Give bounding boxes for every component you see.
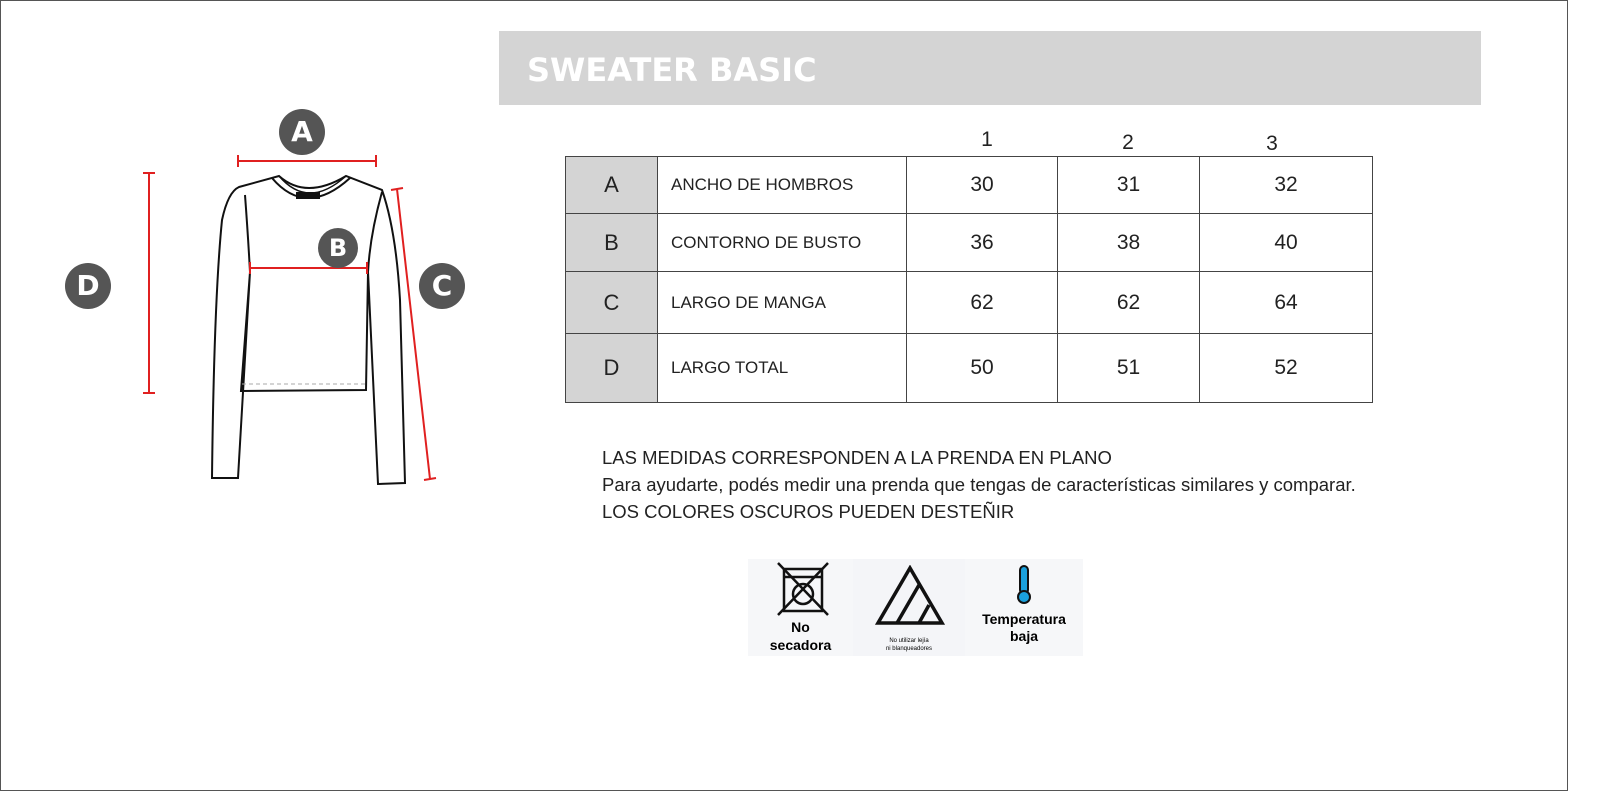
cell: 52 xyxy=(1200,334,1373,403)
badge-d: D xyxy=(65,263,111,309)
cell: 51 xyxy=(1058,334,1200,403)
cell: 32 xyxy=(1200,157,1373,214)
row-label: CONTORNO DE BUSTO xyxy=(658,214,907,272)
no-bleach-icon xyxy=(875,565,945,627)
note-line: LOS COLORES OSCUROS PUEDEN DESTEÑIR xyxy=(602,501,1015,522)
table-row xyxy=(566,157,1373,214)
row-key: D xyxy=(566,334,658,403)
care-label: No utilizar lejía xyxy=(889,638,929,644)
thermometer-icon xyxy=(1015,565,1033,605)
badge-c: C xyxy=(419,263,465,309)
cell: 62 xyxy=(1058,272,1200,334)
row-key: A xyxy=(566,157,658,214)
cell: 38 xyxy=(1058,214,1200,272)
cell: 36 xyxy=(907,214,1058,272)
care-label: secadora xyxy=(769,637,832,653)
care-label: Temperatura xyxy=(982,611,1066,627)
care-label: ni blanqueadores xyxy=(885,646,933,652)
cell: 31 xyxy=(1058,157,1200,214)
cell: 64 xyxy=(1200,272,1373,334)
size-header: 2 xyxy=(1122,131,1134,154)
size-header: 1 xyxy=(981,128,993,151)
no-tumble-dry-icon xyxy=(776,561,830,617)
care-label: baja xyxy=(1009,628,1038,644)
row-key: C xyxy=(566,272,658,334)
cell: 62 xyxy=(907,272,1058,334)
cell: 30 xyxy=(907,157,1058,214)
note-line: LAS MEDIDAS CORRESPONDEN A LA PRENDA EN PLANO xyxy=(602,447,1112,468)
size-table xyxy=(565,156,1373,403)
page-title: SWEATER BASIC xyxy=(527,51,817,89)
size-header: 3 xyxy=(1266,132,1278,155)
row-label: LARGO TOTAL xyxy=(658,334,907,403)
title-banner xyxy=(499,31,1481,105)
table-row xyxy=(566,334,1373,403)
row-key: B xyxy=(566,214,658,272)
care-item xyxy=(748,559,853,656)
row-label: ANCHO DE HOMBROS xyxy=(658,157,907,214)
table-row xyxy=(566,272,1373,334)
care-item xyxy=(965,559,1083,656)
badge-a: A xyxy=(279,109,325,155)
care-item xyxy=(853,559,965,656)
note-line: Para ayudarte, podés medir una prenda que tengas de características similares y comparar. xyxy=(602,474,1356,495)
badge-b: B xyxy=(318,228,358,268)
cell: 50 xyxy=(907,334,1058,403)
care-instructions xyxy=(748,559,1083,656)
table-row xyxy=(566,214,1373,272)
notes xyxy=(602,444,1356,525)
cell: 40 xyxy=(1200,214,1373,272)
sweater-diagram xyxy=(0,0,480,500)
row-label: LARGO DE MANGA xyxy=(658,272,907,334)
care-label: No xyxy=(791,619,810,635)
